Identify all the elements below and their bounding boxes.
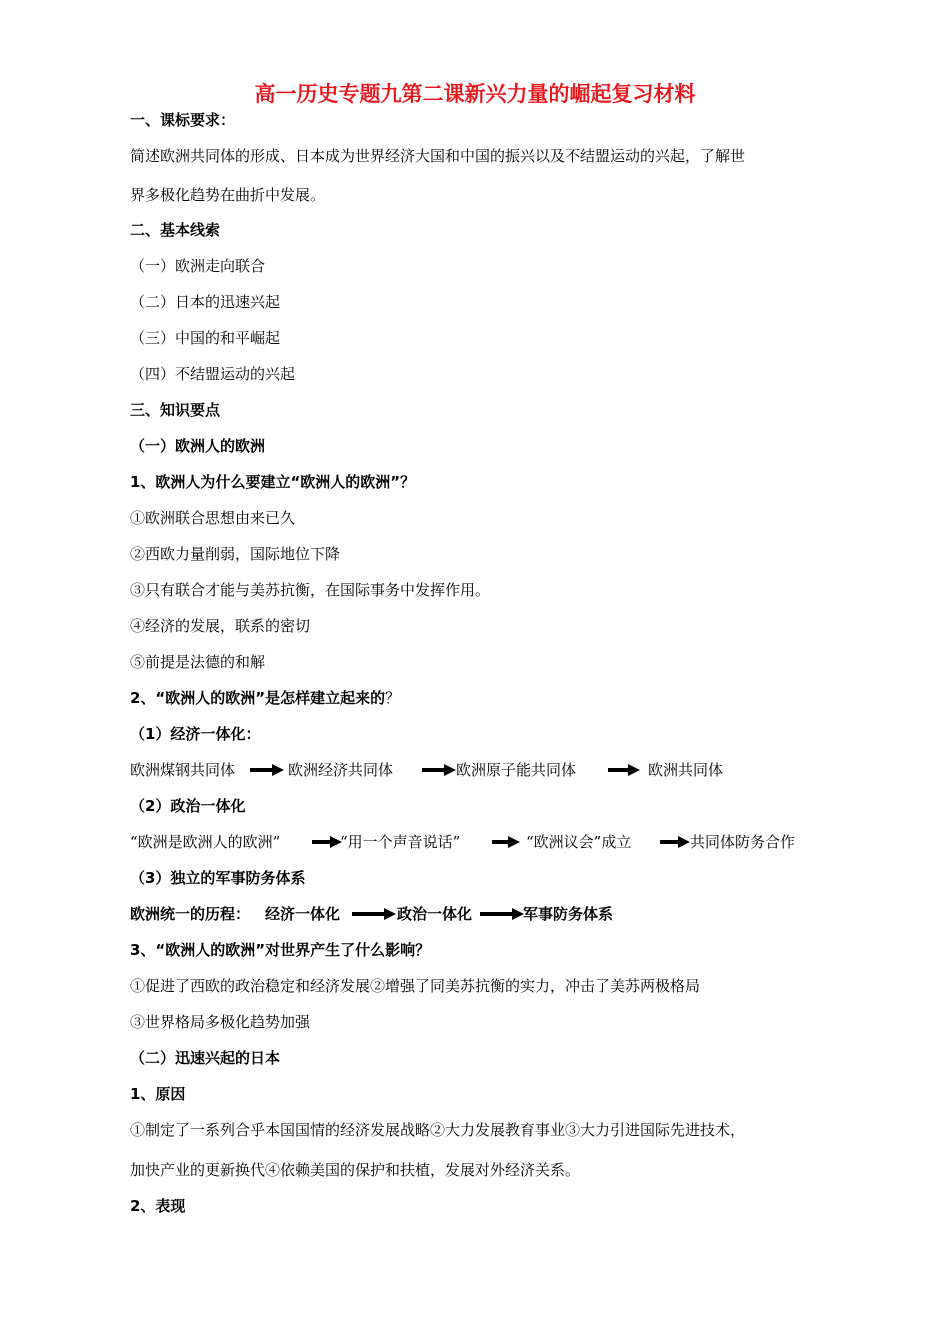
section-heading-knowledge: 三、知识要点 — [130, 401, 221, 419]
list-item: ⑤前提是法德的和解 — [130, 653, 266, 671]
paragraph-line: 加快产业的更新换代④依赖美国的保护和扶植，发展对外经济关系。 — [130, 1161, 581, 1179]
flow-step: 政治一体化 — [397, 905, 473, 923]
page-title: 高一历史专题九第二课新兴力量的崛起复习材料 — [254, 82, 696, 106]
arrow-right-icon — [608, 764, 640, 776]
paragraph-line: 界多极化趋势在曲折中发展。 — [130, 186, 326, 204]
question-heading — [130, 688, 400, 708]
flow-step: 欧洲煤钢共同体 — [130, 761, 236, 779]
arrow-right-icon — [422, 764, 456, 776]
flow-step: 欧洲共同体 — [648, 761, 724, 779]
flow-step: “欧洲议会”成立 — [526, 833, 632, 851]
flow-step: 欧洲原子能共同体 — [456, 761, 577, 779]
pol-flow — [130, 832, 830, 854]
question-heading: 3、“欧洲人的欧洲”对世界产生了什么影响？ — [130, 941, 431, 959]
list-item: （四）不结盟运动的兴起 — [130, 365, 296, 383]
flow-step: “欧洲是欧洲人的欧洲” — [130, 833, 281, 851]
paragraph-line: ③世界格局多极化趋势加强 — [130, 1013, 311, 1031]
question-text: 2、“欧洲人的欧洲”是怎样建立起来的 — [130, 689, 386, 707]
flow-step: “用一个声音说话” — [340, 833, 461, 851]
list-item: ④经济的发展，联系的密切 — [130, 617, 311, 635]
flow-step: 共同体防务合作 — [690, 833, 796, 851]
pol-heading: （2）政治一体化 — [130, 797, 246, 815]
arrow-right-icon — [492, 836, 520, 848]
subsection-heading-japan: （二）迅速兴起的日本 — [130, 1049, 281, 1067]
paragraph-line: ①制定了一系列合乎本国国情的经济发展战略②大力发展教育事业③大力引进国际先进技术， — [130, 1121, 746, 1139]
process-flow — [130, 904, 830, 926]
section-heading-curriculum: 一、课标要求： — [130, 111, 236, 129]
list-item: ①欧洲联合思想由来已久 — [130, 509, 296, 527]
flow-step: 经济一体化 — [265, 905, 341, 923]
flow-step: 欧洲经济共同体 — [288, 761, 394, 779]
question-mark: ？ — [385, 689, 401, 707]
econ-flow — [130, 760, 830, 782]
reason-heading: 1、原因 — [130, 1085, 186, 1103]
mil-heading: （3）独立的军事防务体系 — [130, 869, 306, 887]
arrow-right-icon — [660, 836, 690, 848]
section-heading-clues: 二、基本线索 — [130, 221, 221, 239]
arrow-right-icon — [352, 908, 396, 920]
question-heading: 1、欧洲人为什么要建立“欧洲人的欧洲”？ — [130, 473, 416, 491]
arrow-right-icon — [250, 764, 284, 776]
list-item: （二）日本的迅速兴起 — [130, 293, 281, 311]
flow-step: 军事防务体系 — [523, 905, 614, 923]
arrow-right-icon — [480, 908, 524, 920]
paragraph-line: 简述欧洲共同体的形成、日本成为世界经济大国和中国的振兴以及不结盟运动的兴起，了解世 — [130, 147, 746, 165]
process-label: 欧洲统一的历程： — [130, 905, 251, 923]
paragraph-line: ①促进了西欧的政治稳定和经济发展②增强了同美苏抗衡的实力，冲击了美苏两极格局 — [130, 977, 701, 995]
arrow-right-icon — [312, 836, 342, 848]
subsection-heading-europe: （一）欧洲人的欧洲 — [130, 437, 266, 455]
econ-heading: （1）经济一体化： — [130, 725, 261, 743]
list-item: （一）欧洲走向联合 — [130, 257, 266, 275]
list-item: ③只有联合才能与美苏抗衡，在国际事务中发挥作用。 — [130, 581, 491, 599]
list-item: ②西欧力量削弱，国际地位下降 — [130, 545, 341, 563]
list-item: （三）中国的和平崛起 — [130, 329, 281, 347]
performance-heading: 2、表现 — [130, 1197, 186, 1215]
